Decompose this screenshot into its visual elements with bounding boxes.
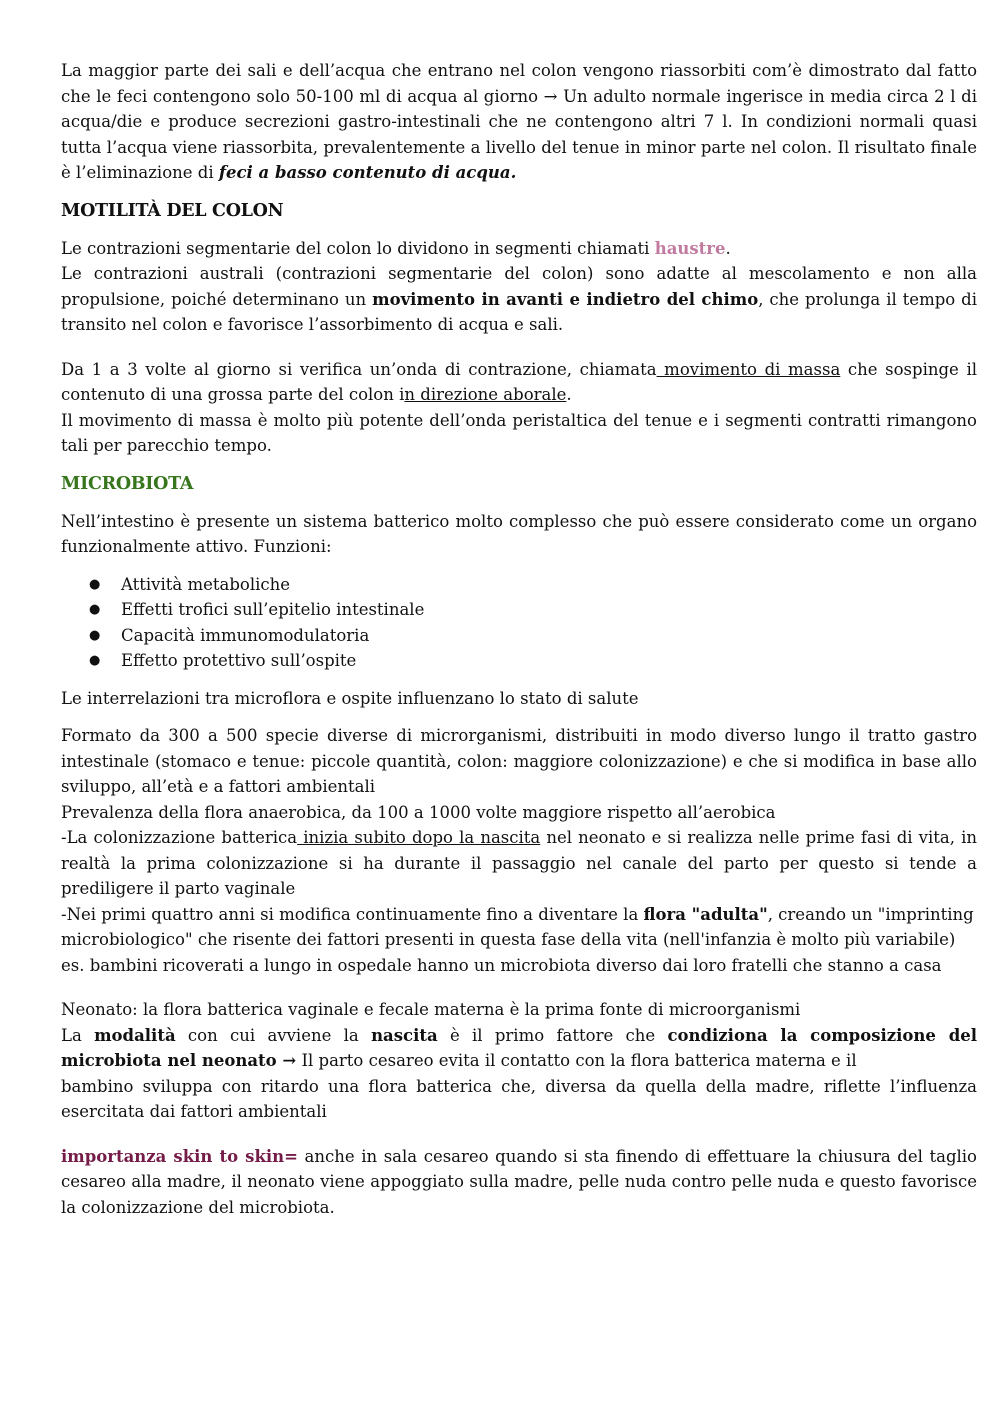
bullet-icon: ● — [89, 627, 101, 643]
paragraph-birth-modality: La modalità con cui avviene la nascita è il primo fattore che condiziona la composizione del microbiota nel neonato → Il parto cesareo evita il contatto con la flora batterica materna e il — [61, 1025, 978, 1070]
heading-microbiota: MICROBIOTA — [61, 473, 194, 494]
paragraph-anaerobic: Prevalenza della flora anaerobica, da 100 a 1000 volte maggiore rispetto all’aerobica — [61, 802, 776, 822]
underline-mass-movement: movimento di massa — [656, 359, 841, 379]
paragraph-adult-flora: -Nei primi quattro anni si modifica continuamente fino a diventare la flora "adulta", creando un "imprinting microbiologico" che risente dei fattori presenti in questa fase della vita (nell'infanzia è molto più variabile) — [61, 904, 974, 949]
paragraph-haustra: Le contrazioni segmentarie del colon lo dividono in segmenti chiamati haustre. — [61, 238, 731, 258]
underline-after-birth: inizia subito dopo la nascita — [297, 828, 541, 847]
paragraph-interrelations: Le interrelazioni tra microflora e ospite influenzano lo stato di salute — [61, 688, 639, 708]
term-skin-to-skin: importanza skin to skin= — [61, 1146, 298, 1166]
list-item: ● Effetti trofici sull’epitelio intestinale — [61, 597, 977, 623]
underline-aboral-direction: n direzione aborale — [404, 385, 567, 404]
bullet-icon: ● — [89, 653, 101, 668]
paragraph-newborn-source: Neonato: la flora batterica vaginale e fecale materna è la prima fonte di microorganismi — [61, 1000, 801, 1019]
emphasis-microbiota-composition: condiziona la composizione del microbiota nel neonato → — [61, 1025, 978, 1070]
list-item: ● Capacità immunomodulatoria — [61, 623, 977, 649]
list-item: ● Effetto protettivo sull’ospite — [61, 648, 977, 674]
bullet-icon: ● — [89, 576, 101, 592]
paragraph-skin-to-skin: importanza skin to skin= anche in sala cesareo quando si sta finendo di effettuare la chiusura del taglio cesareo alla madre, il neonato viene appoggiato sulla madre, pelle nuda contro pelle nuda e questo favorisce la colonizzazione del microbiota. — [61, 1146, 977, 1217]
paragraph-water-absorption: La maggior parte dei sali e dell’acqua che entrano nel colon vengono riassorbiti com’è dimostrato dal fatto che le feci contengono solo 50-100 ml di acqua al giorno → Un adulto normale ingerisce in media circa 2 l di acqua/die e produce secrezioni gastro-intestinali che ne contengono altri 7 l. In condizioni normali quasi tutta l’acqua viene riassorbita, prevalentemente a livello del tenue in minor parte nel colon. Il risultato finale è l’eliminazione di feci a basso contenuto di acqua. — [61, 61, 977, 182]
paragraph-example-children: es. bambini ricoverati a lungo in ospedale hanno un microbiota diverso dai loro fratelli che stanno a casa — [61, 955, 942, 975]
paragraph-cesarean-delay: bambino sviluppa con ritardo una flora batterica che, diversa da quella della madre, riflette l’influenza esercitata dai fattori ambientali — [61, 1076, 977, 1121]
emphasis-adult-flora: flora "adulta" — [643, 904, 768, 924]
heading-colon-motility: MOTILITÀ DEL COLON — [61, 200, 284, 221]
paragraph-mass-movement-strength: Il movimento di massa è molto più potente dell’onda peristaltica del tenue e i segmenti contratti rimangono tali per parecchio tempo. — [61, 410, 977, 455]
term-haustre: haustre — [654, 238, 726, 258]
paragraph-species: Formato da 300 a 500 specie diverse di microrganismi, distribuiti in modo diverso lungo il tratto gastro intestinale (stomaco e tenue: piccole quantità, colon: maggiore colonizzazione) e che si modifica in base allo sviluppo, all’età e a fattori ambientali — [61, 726, 977, 796]
bullet-icon: ● — [89, 602, 101, 617]
paragraph-colonization: -La colonizzazione batterica inizia subito dopo la nascita nel neonato e si realizza nelle prime fasi di vita, in realtà la prima colonizzazione si ha durante il passaggio nel canale del parto per questo si tende a prediligere il parto vaginale — [61, 828, 978, 898]
functions-list — [61, 572, 977, 674]
paragraph-segmental-contractions: Le contrazioni australi (contrazioni segmentarie del colon) sono adatte al mescolamento e non alla propulsione, poiché determinano un movimento in avanti e indietro del chimo, che prolunga il tempo di transito nel colon e favorisce l’assorbimento di acqua e sali. — [61, 264, 977, 334]
list-item: ● Attività metaboliche — [61, 572, 977, 598]
paragraph-microbiota-intro: Nell’intestino è presente un sistema batterico molto complesso che può essere considerato come un organo funzionalmente attivo. Funzioni: — [61, 511, 977, 556]
document-page — [61, 58, 977, 1220]
emphasis-low-water-feces: feci a basso contenuto di acqua. — [218, 163, 517, 182]
emphasis-chyme-movement: movimento in avanti e indietro del chimo — [372, 289, 759, 309]
paragraph-mass-movement: Da 1 a 3 volte al giorno si verifica un’onda di contrazione, chiamata movimento di massa che sospinge il contenuto di una grossa parte del colon in direzione aborale. — [61, 359, 977, 404]
